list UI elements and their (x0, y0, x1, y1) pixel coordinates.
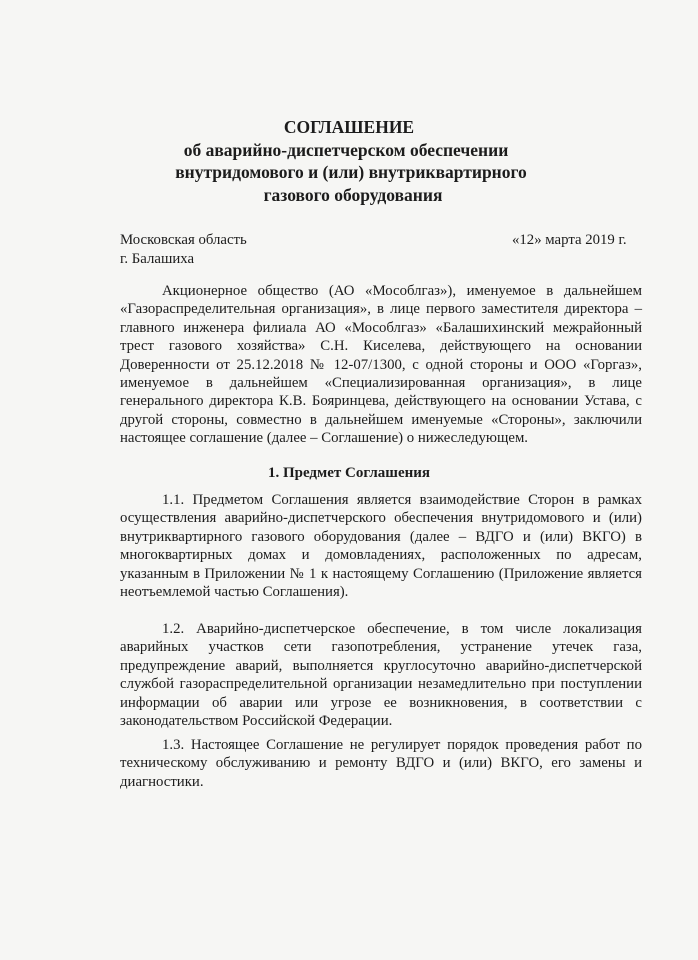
clause-1-1 (120, 491, 642, 601)
document-title (0, 116, 698, 206)
intro-paragraph (120, 282, 642, 448)
clause-1-3-text: 1.3. Настоящее Соглашение не регулирует порядок проведения работ по техническому обслуживанию и ремонту ВДГО и (или) ВКГО, его замены и диагностики. (120, 737, 642, 790)
clause-1-3 (120, 736, 642, 791)
region-label: Московская область (120, 232, 247, 248)
city-label: г. Балашиха (120, 251, 195, 267)
title-line-4: газового оборудования (263, 184, 443, 205)
clause-1-2 (120, 620, 642, 730)
title-line-2: об аварийно-диспетчерском обеспечении (183, 139, 509, 160)
title-line-1: СОГЛАШЕНИЕ (283, 117, 415, 137)
title-line-3: внутридомового и (или) внутриквартирного (175, 162, 527, 182)
clause-1-1-text: 1.1. Предметом Соглашения является взаимодействие Сторон в рамках осуществления аварийно-диспетчерского обеспечения внутридомового и (или) внутриквартирного газового оборудования (далее – ВДГО и (или) ВКГО) в многоквартирных домах и домовладениях, расположенных по адресам, указанным в Приложении № 1 к настоящему Соглашению (Приложение является неотъемлемой частью Соглашения). (120, 492, 642, 601)
section-heading: 1. Предмет Соглашения (267, 465, 431, 481)
place-date-line (120, 230, 650, 250)
clause-1-2-text: 1.2. Аварийно-диспетчерское обеспечение, в том числе локализация аварийных участков сети газопотребления, устранение утечек газа, предупреждение аварий, выполняется круглосуточно аварийно-диспетчерской службой газораспределительной организации незамедлительно при поступлении информации об аварии или угрозе ее возникновения, в соответствии с законодательством Российской Федерации. (120, 621, 642, 730)
intro-text: Акционерное общество (АО «Мособлгаз»), именуемое в дальнейшем «Газораспределительная организация», в лице первого заместителя директора – главного инженера филиала АО «Мособлгаз» «Балашихинский межрайонный трест газового хозяйства» С.Н. Киселева, действующего на основании Доверенности от 25.12.2018 № 12-07/1300, с одной стороны и ООО «Горгаз», именуемое в дальнейшем «Специализированная организация», в лице генерального директора К.В. Бояринцева, действующего на основании Устава, с другой стороны, совместно в дальнейшем именуемые «Стороны», заключили настоящее соглашение (далее – Соглашение) о нижеследующем. (120, 283, 642, 447)
agreement-date: «12» марта 2019 г. (512, 232, 627, 248)
